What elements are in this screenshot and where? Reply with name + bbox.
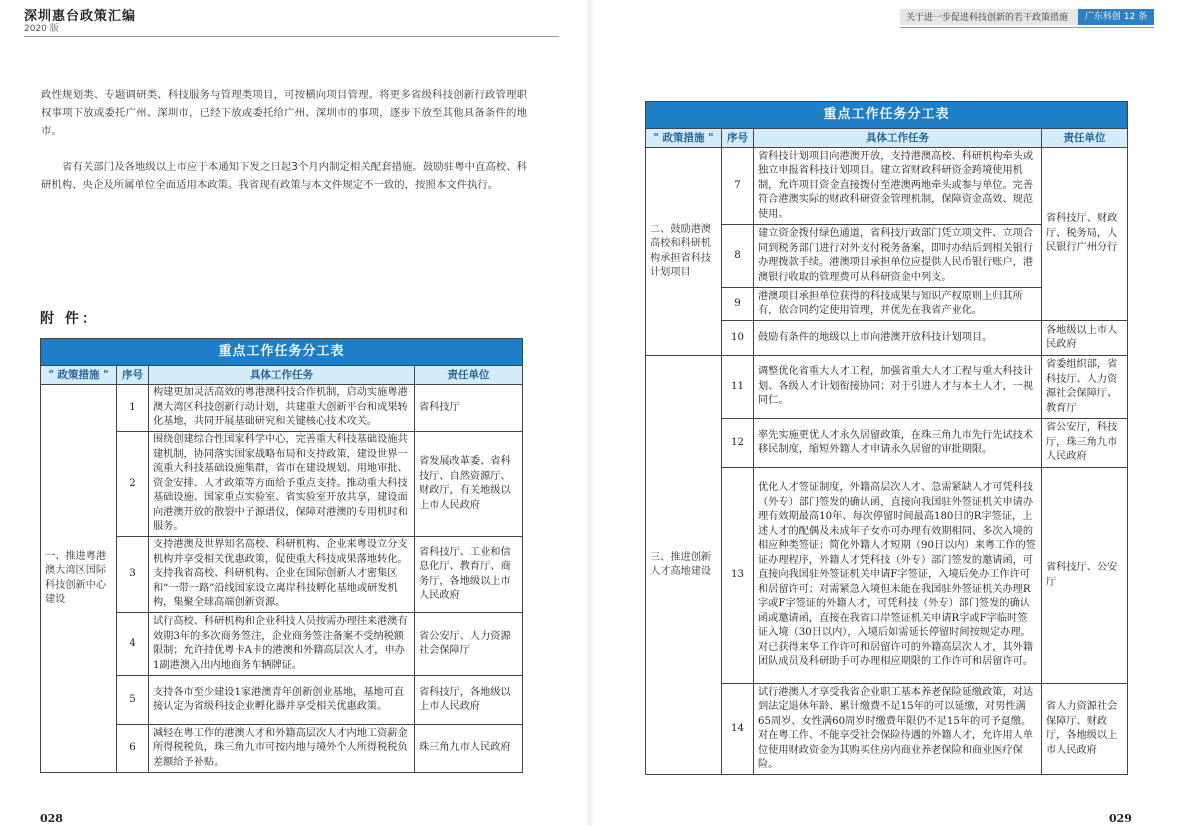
column-header-unit: 责任单位	[415, 366, 523, 385]
page-gutter	[585, 0, 595, 826]
unit-cell: 省科技厅，各地级以上市人民政府	[415, 676, 523, 725]
seq-cell: 8	[722, 225, 754, 288]
seq-cell: 11	[722, 356, 754, 419]
seq-cell: 1	[117, 385, 149, 432]
left-page	[0, 0, 580, 826]
unit-cell: 省公安厅，科技厅，珠三角九市人民政府	[1042, 419, 1128, 468]
seq-cell: 2	[117, 432, 149, 537]
task-cell: 率先实施更优人才永久居留政策，在珠三角九市先行先试技术移民制度，缩短外籍人才申请永久居留的审批期限。	[754, 419, 1042, 468]
table-row	[41, 385, 523, 432]
unit-cell: 省科技厅、工业和信息化厅、教育厅、商务厅，各地级以上市人民政府	[415, 537, 523, 613]
task-cell: 试行港澳人才享受我省企业职工基本养老保险延缴政策，对达到法定退休年龄、累计缴费不足15年的可以延缴，对男性满65周岁、女性满60周岁时缴费年限仍不足15年的可予趸缴。对在粤工作、不能享受社会保险待遇的外籍人才，允许用人单位使用财政资金为其购买住房内商业养老保险和商业医疗保险。	[754, 684, 1042, 775]
task-cell: 建立资金拨付绿色通道，省科技厅政部门凭立项文件、立项合同到税务部门进行对外支付税务备案，即时办结后到相关银行办理拨款手续。港澳项目承担单位应提供人民币银行账户，港澳银行收取的管理费可从科研资金中列支。	[754, 225, 1042, 288]
body-paragraph	[41, 86, 527, 140]
task-cell: 鼓励有条件的地级以上市向港澳开放科技计划项目。	[754, 321, 1042, 356]
body-paragraph	[41, 158, 527, 194]
page-number: 028	[40, 812, 63, 825]
book-title: 深圳惠台政策汇编	[24, 9, 137, 24]
task-cell: 优化人才签证制度，外籍高层次人才、急需紧缺人才可凭科技（外专）部门签发的确认函，直接向我国驻外签证机关申请办理有效期最高10年、每次停留时间最高180日的R字签证，上述人才的配偶及未成年子女亦可办理有效期相同、多次入境的相应种类签证；简化外籍人才短期（90日以内）来粤工作的签证办理程序，外籍人才凭科技（外专）部门签发的邀请函，可直接向我国驻外签证机关申请F字签证，入境后免办工作许可和居留许可；对需紧急入境但未能在我国驻外签证机关办理R字或F字签证的外籍人才，可凭科技（外专）部门签发的确认函或邀请函，直接在我省口岸签证机关申请R字或F字临时签证入境（30日以内），入境后如需延长停留时间按规定办理。对已获得来华工作许可和居留许可的外籍高层次人才，其外籍团队成员及科研助手可办理相应期限的工作许可和居留许可。	[754, 468, 1042, 684]
unit-cell: 珠三角九市人民政府	[415, 725, 523, 773]
task-cell: 减轻在粤工作的港澳人才和外籍高层次人才内地工资薪金所得税税负，珠三角九市可按内地与境外个人所得税税负差额给予补贴。	[149, 725, 415, 773]
task-cell: 围绕创建综合性国家科学中心，完善重大科技基础设施共建机制，协同落实国家战略布局和支持政策，建设世界一流重大科技基础设施集群，省市在建设规划、用地审批、资金安排、人才政策等方面给予重点支持。推动重大科技基础设施、国家重点实验室、省实验室开放共享，建设面向港澳开放的散裂中子源谱仪，保障对港澳的专用机时和服务。	[149, 432, 415, 537]
seq-cell: 6	[117, 725, 149, 773]
task-table-right	[645, 101, 1128, 775]
policy-measure-cell: 三、推进创新人才高地建设	[646, 356, 722, 775]
column-header-task: 具体工作任务	[754, 129, 1042, 148]
header-rule	[24, 36, 559, 37]
task-table-left	[40, 338, 523, 773]
column-header-unit: 责任单位	[1042, 129, 1128, 148]
seq-cell: 3	[117, 537, 149, 613]
column-header-measure: " 政策措施 "	[41, 366, 117, 385]
unit-cell: 省委组织部，省科技厅、人力资源社会保障厅、教育厅	[1042, 356, 1128, 419]
paragraph-text: 省有关部门及各地级以上市应于本通知下发之日起3个月内制定相关配套措施。鼓励驻粤中直高校、科研机构、央企及所属单位全面适用本政策。我省现有政策与本文件规定不一致的，按照本文件执行。	[41, 161, 527, 191]
unit-cell: 各地级以上市人民政府	[1042, 321, 1128, 356]
header-rule	[900, 27, 1154, 28]
policy-title: 关于进一步促进科技创新的若干政策措施	[906, 13, 1069, 23]
table-title: 重点工作任务分工表	[41, 339, 523, 366]
column-header-task: 具体工作任务	[149, 366, 415, 385]
task-cell: 省科技计划项目向港澳开放，支持港澳高校、科研机构牵头或独立申报省科技计划项目。建立省财政科研资金跨境使用机制，允许项目资金直接拨付至港澳两地牵头或参与单位。完善符合港澳实际的财政科研资金管理机制，保障资金高效、规范使用。	[754, 148, 1042, 225]
task-cell: 支持港澳及世界知名高校、科研机构、企业来粤设立分支机构并享受相关优惠政策，促使重大科技成果落地转化。支持我省高校、科研机构、企业在国际创新人才密集区和“一带一路”沿线国家设立离岸科技孵化基地或研发机构，集聚全球高端创新资源。	[149, 537, 415, 613]
seq-cell: 12	[722, 419, 754, 468]
seq-cell: 4	[117, 613, 149, 676]
unit-cell: 省科技厅	[415, 385, 523, 432]
column-header-measure: " 政策措施 "	[646, 129, 722, 148]
unit-cell: 省科技厅、财政厅、税务局，人民银行广州分行	[1042, 148, 1128, 321]
right-page	[600, 0, 1180, 826]
seq-cell: 10	[722, 321, 754, 356]
column-header-seq: 序号	[722, 129, 754, 148]
seq-cell: 14	[722, 684, 754, 775]
seq-cell: 5	[117, 676, 149, 725]
attachment-label: 附 件：	[40, 311, 99, 327]
unit-cell: 省发展改革委、省科技厅、自然资源厅、财政厅，有关地级以上市人民政府	[415, 432, 523, 537]
unit-cell: 省公安厅、人力资源社会保障厅	[415, 613, 523, 676]
seq-cell: 9	[722, 288, 754, 321]
table-row	[646, 356, 1128, 419]
policy-measure-cell: 一、推进粤港澳大湾区国际科技创新中心建设	[41, 385, 117, 773]
unit-cell: 省人力资源社会保障厅、财政厅，各地级以上市人民政府	[1042, 684, 1128, 775]
task-cell: 调整优化省重大人才工程，加强省重大人才工程与重大科技计划、各级人才计划衔接协同；对于引进人才与本土人才，一视同仁。	[754, 356, 1042, 419]
unit-cell: 省科技厅、公安厅	[1042, 468, 1128, 684]
seq-cell: 13	[722, 468, 754, 684]
policy-tag: 广东科创 12 条	[1078, 9, 1154, 25]
task-cell: 支持各市至少建设1家港澳青年创新创业基地，基地可直接认定为省级科技企业孵化器并享受相关优惠政策。	[149, 676, 415, 725]
paragraph-text: 政性规划类、专题调研类、科技服务与管理类项目，可按横向项目管理。将更多省级科技创新行政管理职权事项下放或委托广州、深圳市，已经下放或委托给广州、深圳市的事项，逐步下放至其他具备条件的地市。	[41, 89, 527, 137]
table-row	[646, 148, 1128, 225]
task-cell: 港澳项目承担单位获得的科技成果与知识产权原则上归其所有，依合同约定使用管理，并优先在我省产业化。	[754, 288, 1042, 321]
page-number: 029	[1109, 812, 1132, 825]
seq-cell: 7	[722, 148, 754, 225]
task-cell: 试行高校、科研机构和企业科技人员按需办理往来港澳有效期3年的多次商务签注，企业商务签注备案不受纳税额限制；允许持优粤卡A卡的港澳和外籍高层次人才，申办1副港澳入出内地商务车辆牌证。	[149, 613, 415, 676]
task-cell: 构建更加灵活高效的粤港澳科技合作机制，启动实施粤港澳大湾区科技创新行动计划，共建重大创新平台和成果转化基地，共同开展基础研究和关键核心技术攻关。	[149, 385, 415, 432]
book-edition: 2020 版	[24, 24, 59, 34]
column-header-seq: 序号	[117, 366, 149, 385]
table-title: 重点工作任务分工表	[646, 102, 1128, 129]
policy-measure-cell: 二、鼓励港澳高校和科研机构承担省科技计划项目	[646, 148, 722, 356]
